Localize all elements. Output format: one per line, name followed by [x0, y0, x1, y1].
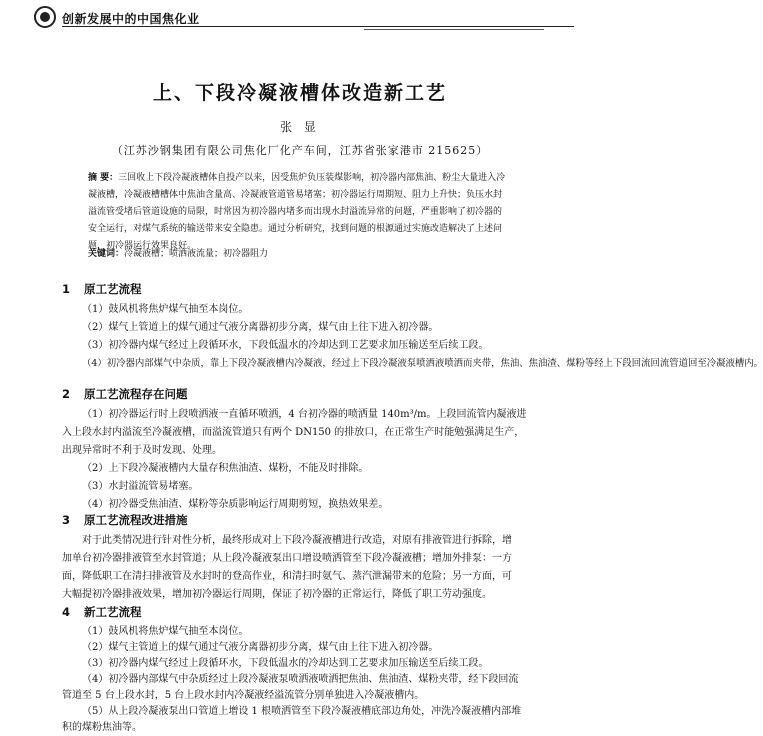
abstract — [88, 170, 508, 255]
paragraph-line: 出现异常时不利于及时发现、处理。 — [62, 445, 222, 456]
header-rule-secondary — [364, 29, 544, 30]
journal-name: 创新发展中的中国焦化业 — [62, 12, 200, 26]
list-item: （2）煤气上管道上的煤气通过气液分离器初步分离，煤气由上往下进入初冷器。 — [82, 322, 439, 333]
journal-logo-icon — [34, 6, 56, 28]
list-item: （3）初冷器内煤气经过上段循环水，下段低温水的冷却达到工艺要求加压输送至后续工段。 — [82, 340, 489, 351]
list-item: （3）初冷器内煤气经过上段循环水，下段低温水的冷却达到工艺要求加压输送至后续工段。 — [82, 658, 489, 669]
section-4-body — [62, 624, 562, 736]
list-item: （3）水封溢流管易堵塞。 — [82, 481, 199, 492]
paragraph-line: 加单台初冷器排液管至水封管道；从上段冷凝液泵出口增设喷洒管至下段冷凝液槽；增加外排泵：一方 — [62, 553, 512, 564]
section-number: 1 — [62, 282, 71, 296]
list-item: （4）初冷器内部煤气中杂质，靠上下段冷凝液槽内冷凝液，经过上下段冷凝液泵喷洒液喷洒而夹带，焦油、焦油渣、煤粉等经上下段回流回流管道回至冷凝液槽内。 — [82, 358, 763, 369]
list-item: （2）煤气主管道上的煤气通过气液分离器初步分离，煤气由上往下进入初冷器。 — [82, 642, 439, 653]
section-number: 4 — [62, 605, 71, 619]
section-title: 原工艺流程存在问题 — [84, 387, 188, 401]
section-heading — [62, 386, 188, 402]
section-title: 原工艺流程改进措施 — [84, 513, 188, 527]
paragraph-line: 大幅提初冷器排液效果，增加初冷器运行周期，保证了初冷器的正常运行，降低了职工劳动强度。 — [62, 589, 492, 600]
list-item: （1）鼓风机将焦炉煤气抽至本岗位。 — [82, 304, 249, 315]
section-title: 原工艺流程 — [84, 282, 142, 296]
keywords — [88, 246, 528, 259]
author: 张 显 — [280, 120, 320, 134]
abstract-label: 摘 要： — [88, 173, 119, 183]
section-3-body — [62, 532, 562, 604]
paragraph-line: 管道至 5 台上段水封，5 台上段水封内冷凝液经溢流管分别单独进入冷凝液槽内。 — [62, 690, 425, 701]
paragraph-line: 对于此类情况进行针对性分析，最终形成对上下段冷凝液槽进行改造，对原有排液管进行拆除，增 — [82, 535, 512, 546]
section-heading — [62, 604, 142, 620]
paragraph-line: 入上段水封内溢流至冷凝液槽，而溢流管道只有两个 DN150 的排放口，在正常生产时能勉强满足生产， — [62, 427, 525, 438]
section-1-body — [82, 301, 763, 373]
keywords-label: 关键词： — [88, 249, 125, 259]
section-number: 3 — [62, 513, 71, 527]
section-heading — [62, 281, 142, 297]
section-heading — [62, 512, 188, 528]
section-2-body — [62, 406, 562, 514]
paper-title: 上、下段冷凝液槽体改造新工艺 — [152, 82, 447, 104]
list-item: （1）鼓风机将焦炉煤气抽至本岗位。 — [82, 626, 249, 637]
list-item: （2）上下段冷凝液槽内大量存积焦油渣、煤粉，不能及时排除。 — [82, 463, 369, 474]
keywords-text: 冷凝液槽；喷洒液流量；初冷器阻力 — [124, 249, 269, 259]
abstract-text: 三回收上下段冷凝液槽体自投产以来，因受焦炉负压装煤影响，初冷器内部焦油、粉尘大量进入冷凝液槽，冷凝液槽槽体中焦油含量高、冷凝液管道管易堵塞；初冷器运行周期短、阻力上升快；负压水封溢流管受堵后管道设施的局限，时常因为初冷器内堵多而出现水封溢流异常的问题，严重影响了初冷器的安全运行，对煤气系统的输送带来安全隐患。通过分析研究，找到问题的根源通过实施改造解决了上述问题，初冷器运行效果良好。 — [88, 173, 506, 251]
paragraph-line: （1）初冷器运行时上段喷洒液一直循环喷洒，4 台初冷器的喷洒量 140m³/m。上段回流管内凝液进 — [82, 409, 527, 420]
list-item: （4）初冷器受焦油渣、煤粉等杂质影响运行周期剪短，换热效果差。 — [82, 499, 389, 510]
paragraph-line: （5）从上段冷凝液泵出口管道上增设 1 根喷洒管至下段冷凝液槽底部边角处，冲洗冷凝液槽内部堆 — [82, 706, 522, 717]
paragraph-line: 积的煤粉焦油等。 — [62, 722, 142, 733]
paragraph-line: （4）初冷器内部煤气中杂质经过上段冷凝液泵喷洒液喷洒把焦油、焦油渣、煤粉夹带，经下段回流 — [82, 674, 519, 685]
affiliation: （江苏沙钢集团有限公司焦化厂化产车间，江苏省张家港市 215625） — [111, 144, 489, 157]
header-rule — [62, 26, 574, 27]
section-title: 新工艺流程 — [84, 605, 142, 619]
paragraph-line: 面，降低职工在清扫排液管及水封时的登高作业，和清扫时氨气、蒸汽泄漏带来的危险；另一方面，可 — [62, 571, 512, 582]
section-number: 2 — [62, 387, 71, 401]
journal-header — [34, 6, 574, 32]
